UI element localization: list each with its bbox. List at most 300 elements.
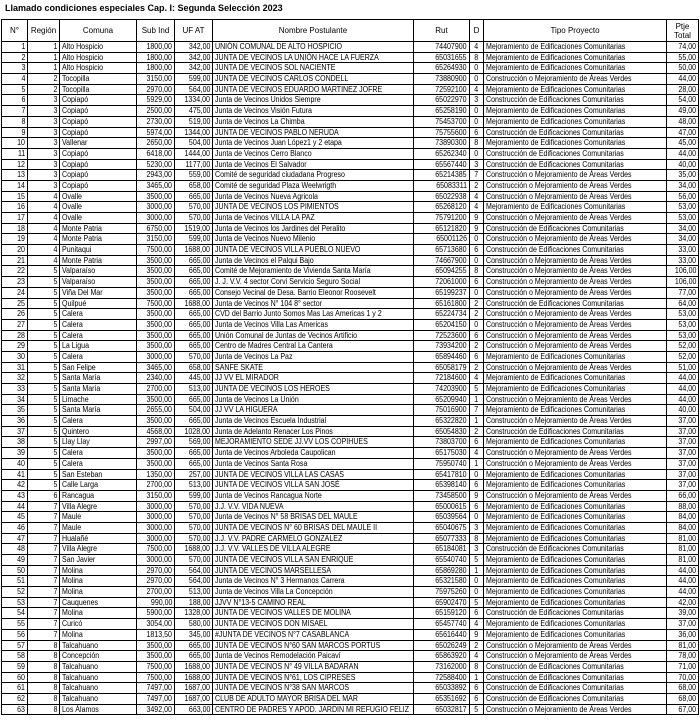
cell-comuna-text: Alto Hospicio: [62, 63, 104, 73]
cell-ptje-total-text: 40,00: [678, 159, 696, 169]
cell-sub-ind-text: 2970,00: [146, 576, 172, 586]
cell-numero: [2, 491, 28, 502]
cell-nombre-postulante: [213, 331, 414, 342]
cell-d: [470, 331, 484, 342]
cell-d: [470, 170, 484, 181]
cell-comuna-text: Valparaíso: [62, 266, 96, 276]
cell-sub-ind-text: 5900,00: [146, 608, 172, 618]
cell-comuna-text: Calera: [62, 416, 83, 426]
cell-comuna-text: Ovalle: [62, 213, 82, 222]
cell-ptje-total: [667, 566, 699, 577]
cell-numero-text: 9: [21, 127, 25, 137]
cell-numero: [2, 662, 28, 673]
cell-tipo-proyecto: [484, 608, 667, 619]
cell-sub-ind-text: 3150,00: [146, 234, 172, 244]
cell-d-text: 0: [474, 116, 479, 126]
cell-comuna: [60, 138, 137, 149]
cell-ptje-total-text: 55,00: [678, 52, 696, 62]
cell-region: [28, 213, 60, 224]
cell-region-text: 5: [53, 319, 57, 329]
cell-d-text: 1: [474, 416, 479, 426]
cell-sub-ind: [137, 160, 175, 171]
cell-region: [28, 256, 60, 267]
cell-nombre-postulante: [213, 566, 414, 577]
cell-tipo-proyecto-text: Construcción o Mejoramiento de Áreas Verdes: [486, 651, 632, 661]
cell-ptje-total-text: 78,00: [678, 651, 696, 661]
cell-sub-ind: [137, 576, 175, 587]
cell-numero-text: 47: [17, 533, 25, 543]
cell-sub-ind: [137, 234, 175, 245]
cell-comuna-text: Maule: [62, 512, 82, 522]
cell-comuna: [60, 448, 137, 459]
cell-uf-at-text: 580,00: [188, 619, 210, 629]
cell-ptje-total-text: 68,00: [678, 693, 696, 703]
cell-ptje-total: [667, 128, 699, 139]
cell-region: [28, 534, 60, 545]
cell-uf-at: [175, 651, 213, 662]
cell-d-text: 6: [474, 693, 479, 703]
cell-nombre-postulante: [213, 181, 414, 192]
cell-region: [28, 331, 60, 342]
cell-tipo-proyecto-text: Mejoramiento de Edificaciones Comunitarias: [486, 42, 626, 51]
cell-uf-at: [175, 341, 213, 352]
cell-comuna-text: Limache: [62, 394, 89, 404]
cell-d: [470, 587, 484, 598]
cell-d: [470, 53, 484, 64]
cell-nombre-postulante-text: JJ VV LA HIGUERA: [215, 405, 278, 415]
cell-nombre-postulante-text: Centro de Madres Central La Cantera: [215, 341, 333, 351]
header-comuna: Comuna: [60, 20, 137, 42]
cell-region: [28, 53, 60, 64]
cell-comuna-text: Molina: [62, 587, 83, 597]
cell-region-text: 7: [53, 555, 57, 564]
cell-numero: [2, 534, 28, 545]
cell-d: [470, 437, 484, 448]
cell-rut-text: 65894460: [435, 351, 467, 361]
cell-comuna-text: Copiapó: [62, 159, 89, 169]
cell-numero: [2, 224, 28, 235]
cell-rut: [414, 149, 470, 160]
cell-comuna: [60, 149, 137, 160]
cell-tipo-proyecto: [484, 341, 667, 352]
cell-uf-at: [175, 683, 213, 694]
cell-tipo-proyecto: [484, 694, 667, 705]
cell-rut-text: 65540740: [435, 555, 467, 564]
cell-region-text: 7: [53, 565, 57, 575]
cell-uf-at: [175, 416, 213, 427]
header-nombre-postulante: Nombre Postulante: [213, 20, 414, 42]
cell-tipo-proyecto-text: Construcción de Edificaciones Comunitarias: [486, 661, 624, 671]
cell-sub-ind: [137, 331, 175, 342]
header-d: D: [470, 20, 484, 42]
cell-ptje-total-text: 28,00: [678, 84, 696, 94]
cell-tipo-proyecto-text: Construcción o Mejoramiento de Áreas Verdes: [486, 416, 632, 426]
cell-numero-text: 53: [17, 597, 25, 607]
cell-d-text: 8: [474, 138, 479, 148]
cell-nombre-postulante: [213, 352, 414, 363]
cell-rut-text: 75755600: [435, 127, 467, 137]
cell-numero-text: 63: [17, 704, 25, 714]
cell-tipo-proyecto-text: Construcción de Edificaciones Comunitarias: [486, 426, 624, 436]
cell-uf-at: [175, 534, 213, 545]
cell-d: [470, 502, 484, 513]
cell-nombre-postulante: [213, 405, 414, 416]
cell-numero-text: 21: [17, 255, 25, 265]
cell-comuna: [60, 42, 137, 53]
cell-rut-text: 65398140: [435, 480, 467, 490]
cell-rut: [414, 502, 470, 513]
cell-tipo-proyecto: [484, 373, 667, 384]
cell-numero: [2, 470, 28, 481]
cell-comuna: [60, 341, 137, 352]
cell-numero: [2, 694, 28, 705]
cell-d-text: 0: [474, 512, 479, 522]
cell-d: [470, 106, 484, 117]
cell-d: [470, 138, 484, 149]
cell-nombre-postulante: [213, 705, 414, 716]
cell-comuna-text: Monte Patria: [62, 234, 102, 244]
cell-region-text: 4: [53, 234, 57, 244]
cell-region-text: 3: [53, 95, 57, 105]
cell-d-text: 0: [474, 469, 479, 479]
cell-region-text: 7: [53, 533, 57, 543]
cell-comuna: [60, 630, 137, 641]
cell-uf-at-text: 665,00: [188, 277, 210, 287]
cell-region: [28, 416, 60, 427]
cell-rut: [414, 202, 470, 213]
cell-numero: [2, 373, 28, 384]
cell-d-text: 1: [474, 458, 479, 468]
cell-tipo-proyecto: [484, 224, 667, 235]
cell-region-text: 8: [53, 704, 57, 714]
cell-d-text: 1: [474, 672, 479, 682]
cell-sub-ind-text: 1813,50: [146, 629, 172, 639]
cell-numero-text: 40: [17, 458, 25, 468]
cell-numero: [2, 74, 28, 85]
cell-nombre-postulante: [213, 213, 414, 224]
cell-tipo-proyecto-text: Construcción o Mejoramiento de Áreas Verdes: [486, 640, 632, 650]
cell-comuna: [60, 502, 137, 513]
cell-d: [470, 544, 484, 555]
cell-sub-ind-text: 6418,00: [146, 148, 172, 158]
cell-ptje-total: [667, 480, 699, 491]
cell-numero: [2, 352, 28, 363]
cell-region-text: 5: [53, 277, 57, 287]
cell-nombre-postulante: [213, 95, 414, 106]
cell-d-text: 4: [474, 619, 479, 629]
cell-region-text: 5: [53, 373, 57, 383]
cell-ptje-total-text: 44,00: [678, 565, 696, 575]
cell-comuna-text: Calera: [62, 351, 83, 361]
cell-rut-text: 65083311: [436, 180, 467, 190]
cell-ptje-total: [667, 299, 699, 310]
cell-uf-at: [175, 192, 213, 203]
cell-tipo-proyecto-text: Mejoramiento de Edificaciones Comunitarias: [486, 138, 626, 148]
cell-nombre-postulante-text: JUNTA DE VECINOS CARLOS CONDELL: [215, 74, 349, 84]
cell-rut: [414, 331, 470, 342]
cell-rut-text: 65026249: [435, 640, 467, 650]
cell-d-text: 6: [474, 437, 479, 447]
cell-sub-ind: [137, 42, 175, 53]
cell-numero-text: 37: [17, 426, 25, 436]
cell-region-text: 5: [53, 287, 57, 297]
document-title: Llamado condiciones especiales Cap. I: Segunda Selección 2023: [5, 3, 283, 13]
cell-uf-at: [175, 555, 213, 566]
cell-numero: [2, 512, 28, 523]
cell-tipo-proyecto: [484, 459, 667, 470]
cell-sub-ind: [137, 566, 175, 577]
cell-uf-at-text: 513,00: [188, 587, 210, 597]
cell-ptje-total-text: 50,00: [678, 63, 696, 73]
cell-comuna: [60, 245, 137, 256]
cell-sub-ind: [137, 363, 175, 374]
cell-comuna: [60, 673, 137, 684]
cell-uf-at: [175, 587, 213, 598]
cell-comuna-text: Ovalle: [62, 202, 82, 212]
cell-nombre-postulante-text: Junta de Vecinos VILLA LA PAZ: [215, 213, 315, 222]
cell-ptje-total: [667, 95, 699, 106]
cell-region: [28, 619, 60, 630]
cell-rut-text: 65175030: [435, 448, 467, 458]
cell-tipo-proyecto-text: Construcción o Mejoramiento de Áreas Verdes: [486, 234, 632, 244]
cell-rut: [414, 405, 470, 416]
cell-region: [28, 427, 60, 438]
cell-numero-text: 35: [17, 405, 25, 415]
cell-numero: [2, 566, 28, 577]
cell-comuna: [60, 363, 137, 374]
cell-nombre-postulante: [213, 459, 414, 470]
cell-numero-text: 56: [17, 629, 25, 639]
cell-tipo-proyecto: [484, 106, 667, 117]
cell-comuna: [60, 705, 137, 716]
cell-ptje-total: [667, 331, 699, 342]
cell-nombre-postulante: [213, 309, 414, 320]
cell-uf-at: [175, 673, 213, 684]
cell-d-text: 5: [474, 555, 479, 564]
cell-tipo-proyecto-text: Mejoramiento de Edificaciones Comunitarias: [486, 384, 626, 393]
cell-comuna: [60, 384, 137, 395]
cell-numero: [2, 705, 28, 716]
cell-ptje-total: [667, 427, 699, 438]
cell-numero-text: 46: [17, 522, 25, 532]
cell-region: [28, 202, 60, 213]
cell-rut-text: 65567440: [435, 159, 467, 169]
cell-ptje-total-text: 53,00: [678, 213, 696, 222]
cell-nombre-postulante: [213, 234, 414, 245]
cell-uf-at-text: 570,00: [188, 555, 210, 564]
cell-uf-at: [175, 309, 213, 320]
cell-nombre-postulante-text: JUNTA DE VECINOS N°38 SAN MARCOS: [215, 683, 350, 693]
cell-d-text: 3: [474, 522, 479, 532]
cell-rut: [414, 651, 470, 662]
cell-tipo-proyecto-text: Construcción o Mejoramiento de Áreas Verdes: [486, 255, 632, 265]
cell-nombre-postulante: [213, 534, 414, 545]
cell-d: [470, 256, 484, 267]
cell-rut-text: 72061000: [435, 277, 467, 287]
cell-comuna: [60, 470, 137, 481]
cell-comuna: [60, 373, 137, 384]
cell-numero: [2, 331, 28, 342]
cell-uf-at: [175, 352, 213, 363]
cell-region: [28, 352, 60, 363]
cell-nombre-postulante-text: Junta de Vecinos Rancagua Norte: [215, 490, 322, 500]
cell-numero-text: 24: [17, 287, 25, 297]
cell-nombre-postulante: [213, 608, 414, 619]
cell-tipo-proyecto-text: Mejoramiento de Edificaciones Comunitarias: [486, 63, 626, 73]
cell-sub-ind: [137, 587, 175, 598]
cell-region: [28, 95, 60, 106]
cell-tipo-proyecto-text: Construcción o Mejoramiento de Áreas Verdes: [486, 266, 632, 276]
cell-d: [470, 673, 484, 684]
cell-comuna: [60, 299, 137, 310]
cell-rut-text: 74203900: [435, 384, 467, 393]
cell-ptje-total: [667, 512, 699, 523]
cell-d-text: 2: [474, 298, 479, 308]
cell-rut: [414, 416, 470, 427]
cell-comuna: [60, 662, 137, 673]
cell-ptje-total-text: 52,00: [678, 341, 696, 351]
cell-nombre-postulante: [213, 74, 414, 85]
cell-sub-ind-text: 7500,00: [146, 245, 172, 255]
cell-uf-at-text: 1334,00: [184, 95, 210, 105]
cell-sub-ind-text: 3492,00: [146, 704, 172, 714]
cell-tipo-proyecto-text: Mejoramiento de Edificaciones Comunitarias: [486, 351, 626, 361]
cell-uf-at: [175, 427, 213, 438]
cell-d-text: 6: [474, 351, 479, 361]
cell-numero: [2, 598, 28, 609]
cell-ptje-total-text: 66,00: [678, 490, 696, 500]
cell-nombre-postulante: [213, 630, 414, 641]
cell-uf-at-text: 569,00: [188, 437, 210, 447]
cell-d-text: 2: [474, 362, 479, 372]
cell-d: [470, 149, 484, 160]
cell-nombre-postulante-text: SANFE SKATE: [215, 362, 263, 372]
cell-numero: [2, 42, 28, 53]
cell-ptje-total-text: 81,00: [678, 555, 696, 564]
cell-region: [28, 138, 60, 149]
cell-d: [470, 266, 484, 277]
cell-tipo-proyecto: [484, 523, 667, 534]
cell-ptje-total-text: 74,00: [678, 42, 696, 51]
cell-rut: [414, 491, 470, 502]
cell-ptje-total-text: 44,00: [678, 74, 696, 84]
cell-tipo-proyecto-text: Mejoramiento de Edificaciones Comunitarias: [486, 597, 626, 607]
cell-nombre-postulante: [213, 117, 414, 128]
cell-nombre-postulante: [213, 416, 414, 427]
cell-uf-at: [175, 106, 213, 117]
cell-nombre-postulante-text: Junta de Vecinos Villa Las Americas: [215, 319, 328, 329]
cell-rut: [414, 544, 470, 555]
cell-numero-text: 1: [21, 42, 25, 51]
cell-sub-ind-text: 7497,00: [146, 693, 172, 703]
cell-region-text: 3: [53, 148, 57, 158]
cell-d-text: 8: [474, 661, 479, 671]
cell-comuna: [60, 277, 137, 288]
cell-sub-ind: [137, 181, 175, 192]
cell-sub-ind: [137, 213, 175, 224]
cell-tipo-proyecto-text: Mejoramiento de Edificaciones Comunitarias: [486, 480, 626, 490]
cell-uf-at: [175, 566, 213, 577]
cell-region-text: 7: [53, 619, 57, 629]
cell-tipo-proyecto-text: Construcción o Mejoramiento de Áreas Verdes: [486, 394, 632, 404]
cell-tipo-proyecto: [484, 480, 667, 491]
cell-uf-at-text: 570,00: [188, 512, 210, 522]
cell-rut: [414, 266, 470, 277]
cell-rut-text: 65262340: [435, 148, 467, 158]
cell-d: [470, 320, 484, 331]
cell-d: [470, 299, 484, 310]
cell-rut-text: 65869280: [435, 565, 467, 575]
cell-nombre-postulante-text: Junta de Vecinos N° 58 BRISAS DEL MAULE: [215, 512, 358, 522]
cell-uf-at: [175, 256, 213, 267]
cell-sub-ind: [137, 608, 175, 619]
cell-numero: [2, 202, 28, 213]
cell-uf-at: [175, 502, 213, 513]
cell-sub-ind: [137, 170, 175, 181]
cell-region: [28, 470, 60, 481]
cell-comuna: [60, 117, 137, 128]
cell-nombre-postulante: [213, 694, 414, 705]
cell-sub-ind: [137, 619, 175, 630]
cell-uf-at: [175, 459, 213, 470]
cell-rut-text: 65033892: [435, 683, 467, 693]
cell-comuna-text: Copiapó: [62, 127, 89, 137]
cell-d-text: 4: [474, 191, 479, 201]
cell-region-text: 8: [53, 672, 57, 682]
cell-numero: [2, 587, 28, 598]
cell-rut: [414, 160, 470, 171]
cell-uf-at-text: 570,00: [188, 213, 210, 222]
cell-uf-at-text: 665,00: [188, 266, 210, 276]
cell-d-text: 3: [474, 159, 479, 169]
cell-rut-text: 65001126: [436, 234, 467, 244]
cell-sub-ind: [137, 149, 175, 160]
cell-sub-ind-text: 4568,00: [146, 426, 172, 436]
cell-sub-ind-text: 3150,00: [146, 490, 172, 500]
cell-d-text: 2: [474, 309, 479, 319]
cell-uf-at: [175, 320, 213, 331]
cell-rut: [414, 192, 470, 203]
header-uf-at: UF AT: [175, 20, 213, 42]
cell-uf-at-text: 445,00: [188, 373, 210, 383]
cell-rut: [414, 234, 470, 245]
cell-rut-text: 65040675: [435, 522, 467, 532]
cell-region-text: 5: [53, 341, 57, 351]
cell-comuna-text: Talcahuano: [62, 672, 99, 682]
cell-d-text: 0: [474, 255, 479, 265]
cell-d: [470, 534, 484, 545]
cell-ptje-total-text: 37,00: [678, 437, 696, 447]
cell-ptje-total-text: 84,00: [678, 522, 696, 532]
cell-rut-text: 73880900: [435, 74, 467, 84]
cell-comuna: [60, 352, 137, 363]
cell-numero-text: 45: [17, 512, 25, 522]
cell-numero-text: 57: [17, 640, 25, 650]
cell-region: [28, 373, 60, 384]
cell-region: [28, 694, 60, 705]
cell-tipo-proyecto: [484, 395, 667, 406]
cell-sub-ind: [137, 309, 175, 320]
cell-uf-at: [175, 95, 213, 106]
cell-comuna: [60, 309, 137, 320]
cell-d: [470, 630, 484, 641]
cell-ptje-total-text: 56,00: [678, 191, 696, 201]
cell-sub-ind-text: 3150,00: [146, 74, 172, 84]
cell-rut-text: 65902470: [435, 597, 467, 607]
cell-sub-ind: [137, 662, 175, 673]
cell-numero: [2, 309, 28, 320]
cell-uf-at-text: 345,00: [188, 629, 210, 639]
